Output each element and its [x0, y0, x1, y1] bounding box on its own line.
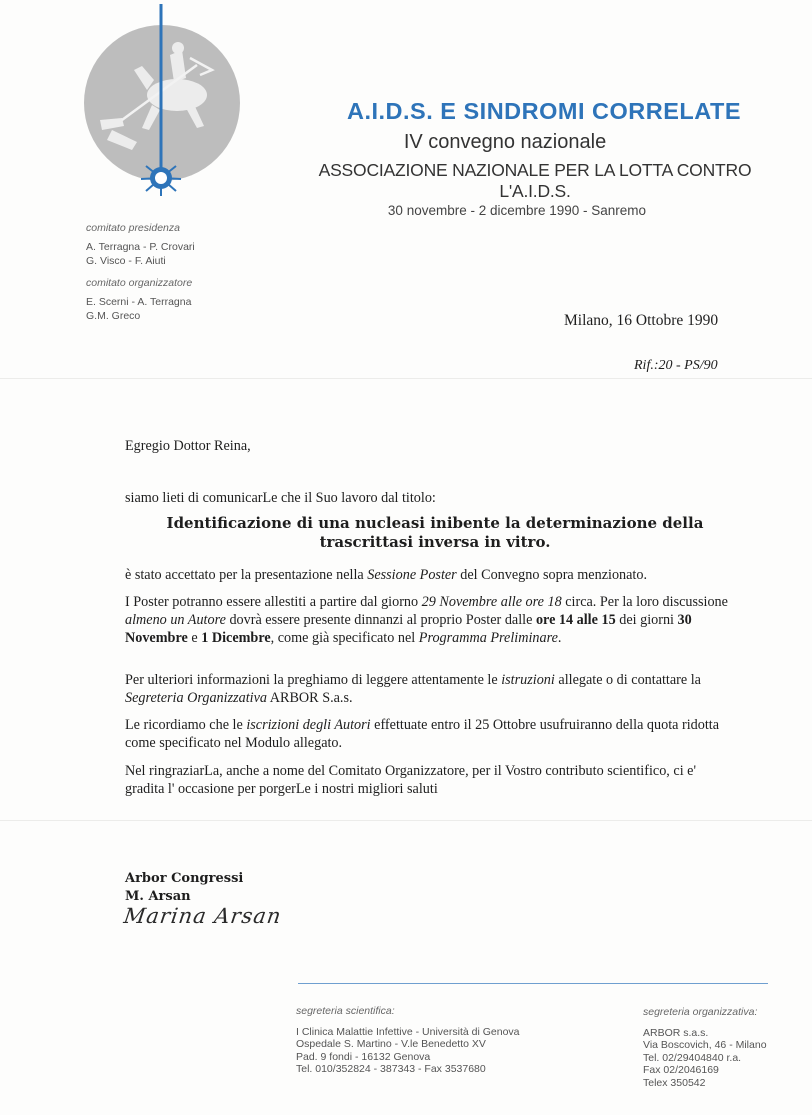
address-line: Ospedale S. Martino - V.le Benedetto XV [296, 1038, 486, 1050]
letter-reference: Rif.:20 - PS/90 [634, 358, 718, 373]
footer-divider [298, 983, 768, 984]
paragraph-registration: Le ricordiamo che le iscrizioni degli Autori effettuate entro il 25 Ottobre usufruiranno della quota ridotta come specificato nel Modulo allegato. [125, 717, 720, 751]
address-line: I Clinica Malattie Infettive - Università di Genova [296, 1025, 520, 1038]
paper-fold-line [0, 820, 812, 821]
paragraph-intro: siamo lieti di comunicarLe che il Suo lavoro dal titolo: [125, 490, 436, 506]
signatory-name: M. Arsan [125, 889, 191, 904]
salutation: Egregio Dottor Reina, [125, 438, 251, 454]
organizing-secretariat-label: segreteria organizzativa: [643, 1006, 758, 1018]
organizing-members: G.M. Greco [86, 310, 141, 322]
scientific-secretariat-label: segreteria scientifica: [296, 1005, 395, 1017]
paragraph-closing: Nel ringraziarLa, anche a nome del Comitato Organizzatore, per il Vostro contributo scientifico, ci e' gradita l' occasione per porgerLe i nostri migliori saluti [125, 763, 697, 797]
contact-line: Tel. 02/29404840 r.a. [643, 1051, 742, 1064]
presidency-members: A. Terragna - P. Crovari [86, 241, 195, 253]
association-name: ASSOCIAZIONE NAZIONALE PER LA LOTTA CONTRO L'A.I.D.S. [318, 160, 752, 201]
conference-subtitle: IV convegno nazionale [403, 131, 607, 153]
organizing-secretariat [643, 1006, 767, 1089]
scientific-secretariat [296, 1005, 520, 1076]
signatory-organization: Arbor Congressi [125, 871, 244, 886]
organizing-label: comitato organizzatore [86, 277, 193, 289]
paper-title [125, 514, 745, 552]
paper-fold-line [0, 378, 812, 379]
signature-block [125, 870, 243, 906]
organizing-members: E. Scerni - A. Terragna [86, 296, 192, 308]
conference-logo-icon [82, 0, 242, 212]
contact-line: Telex 350542 [643, 1076, 706, 1089]
conference-dates: 30 novembre - 2 dicembre 1990 - Sanremo [387, 203, 647, 218]
paragraph-accepted: è stato accettato per la presentazione nella Sessione Poster del Convegno sopra menzionato. [125, 567, 648, 583]
address-line: Pad. 9 fondi - 16132 Genova [296, 1050, 431, 1063]
paper-title-line: Identificazione di una nucleasi inibente la determinazione della [166, 514, 704, 532]
paragraph-information: Per ulteriori informazioni la preghiamo di leggere attentamente le istruzioni allegate o di contattare la Segreteria Organizzativa ARBOR S.a.s. [125, 672, 701, 706]
presidency-label: comitato presidenza [86, 222, 180, 234]
contact-line: Fax 02/2046169 [643, 1064, 719, 1076]
conference-title: A.I.D.S. E SINDROMI CORRELATE [347, 98, 741, 124]
address-line: ARBOR s.a.s. [643, 1026, 709, 1039]
paper-title-line: trascrittasi inversa in vitro. [319, 533, 551, 551]
letter-date: Milano, 16 Ottobre 1990 [564, 312, 719, 329]
paragraph-poster-schedule: I Poster potranno essere allestiti a partire dal giorno 29 Novembre alle ore 18 circa. Per la loro discussione almeno un Autore dovrà essere presente dinnanzi al proprio Poster dalle ore 14 alle 15 dei giorni 30 Novembre e 1 Dicembre, come già specificato nel Programma Preliminare. [125, 594, 728, 646]
contact-line: Tel. 010/352824 - 387343 - Fax 3537680 [296, 1063, 486, 1075]
letterhead [280, 98, 780, 218]
committees-block [86, 221, 195, 323]
handwritten-signature: Marina Arsan [122, 904, 284, 928]
presidency-members: G. Visco - F. Aiuti [86, 255, 166, 267]
address-line: Via Boscovich, 46 - Milano [643, 1039, 767, 1051]
